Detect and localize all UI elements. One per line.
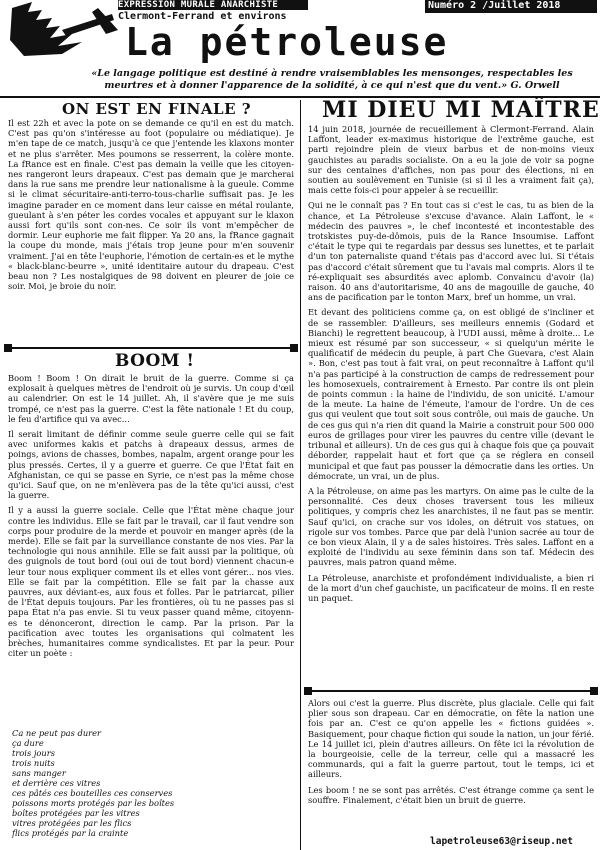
poem-line: flics protégés par la crainte	[12, 828, 129, 838]
poem-line: trois nuits	[12, 758, 55, 768]
article1-body	[8, 118, 294, 296]
article3-body	[308, 124, 594, 608]
poem-line: trois jours	[12, 748, 55, 758]
article4-paragraph: Les boom ! ne se sont pas arrêtés. C'est étrange comme ça sent le souffre. Finalement, c'était bien un bruit de guerre.	[308, 784, 594, 805]
article4-body	[308, 698, 594, 810]
poem-line: et derrière ces vitres	[12, 778, 101, 788]
newspaper-title: La pétroleuse	[125, 20, 449, 64]
article3-paragraph: La Pétroleuse, anarchiste et profondément individualiste, a bien ri de la mort d'un chef gauchiste, un pacificateur de moins. Il en reste un paquet.	[308, 572, 594, 603]
kicker: EXPRESSION MURALE ANARCHISTE	[118, 0, 279, 10]
article1-paragraph: Il est 22h et avec la pote on se demande ce qu'il en est du match. C'est pas qu'on s'intéresse au foot (populaire ou médiatique). Je m'en tape de ce match, jusqu'à ce que j'entende les klaxons monter et ne plus s'arrêter. Mes poumons se resserrent, la colère monte. La fRance est en finale. C'est pas demain la veille que les citoyen-nes rangeront leurs drapeaux. C'est pas demain que je marcherai dans la rue sans me prendre leur nationalisme à la gueule. Comme si le climat sécuritaire-anti-terro-tous-charlie suffisait pas. Je les imagine parader en ce moment dans leur caisse en métal roulante, gueulant à s'en péter les cordes vocales et appuyant sur le klaxon aussi fort qu'ils sont con-nes. Ce soir ils vont m'empêcher de dormir. Leur euphorie me fait flipper. Ya 20 ans, la fRance gagnait la coupe du monde, mais j'étais trop jeune pour m'en souvenir vraiment. J'ai en tête l'euphorie, l'émotion de certain-es et le mythe « black-blanc-beurre », unité identitaire autour du drapeau. C'est beau non ? Les nostalgiques de 98 doivent en pleurer de joie ce soir. Moi, je broie du noir.	[8, 118, 294, 292]
article2-paragraph: Boom ! Boom ! On dirait le bruit de la guerre. Comme si ça explosait à quelques mètres de l'endroit où je survis. Un coup d'œil au calendrier. On est le 14 juillet. Ah, il s'avère que je me suis trompé, ce n'est pas la guerre. C'est la fête nationale ! Et du coup, le feu d'artifice qui va avec...	[8, 373, 294, 424]
article2-body	[8, 373, 294, 663]
poem-line: poissons morts protégés par les boîtes	[12, 798, 175, 808]
article3-paragraph: A la Pétroleuse, on aime pas les martyrs. On aime pas le culte de la personnalité. Ces deux choses traversent tous les milieux politiques, y compris chez les anarchistes, il ne faut pas se mentir. Sauf qu'ici, on crache sur vos idoles, on détruit vos statues, on rigole sur vos tombes. Parce que par delà l'union sacrée au tour de ce bon vieux Alain, il y a de sales histoires. Très sales. Laffont en a exploité de l'individu au sexe féminin dans son taf. Médecin des pauvres, mais patron quand même.	[308, 485, 594, 568]
contact-email: lapetroleuse63@riseup.net	[430, 836, 573, 847]
poem	[12, 728, 174, 838]
region: Clermont-Ferrand et environs	[118, 11, 287, 22]
article3-paragraph: 14 juin 2018, journée de recueillement à Clermont-Ferrand. Alain Laffont, leader ex-maximus historique de l'extrême gauche, est parti rejoindre plein de vieux barbus et de non-moins vieux gauchistes au paradis socialiste. On a eu la joie de voir sa pogne sur des centaines d'affiches, non pas pour des élections, ni en soutien au soulèvement en Tunisie (si si il les a vraiment fait ça), mais cette fois-ci pour appeler à se recueillir.	[308, 124, 594, 196]
issue-number: Numéro 2 /Juillet 2018	[428, 0, 561, 11]
article1-title: ON EST EN FINALE ?	[62, 100, 252, 118]
section-divider	[308, 690, 594, 692]
article3-title: MI DIEU MI MAÎTRE	[322, 97, 600, 123]
petroleuse-witch-logo-icon	[2, 0, 120, 62]
article4-paragraph: Alors oui c'est la guerre. Plus discrète, plus glaciale. Celle qui fait plier sous son drapeau. Car en démocratie, on fête la nation une fois par an. C'est ce qu'on appelle les « fictions guidées ». Basiquement, pour chaque fiction qui soude la nation, un jour férié. Le 14 juillet ici, plein d'autres ailleurs. On fête ici la révolution de la bourgeoisie, celle de la terreur, celle qui a massacré les communards, qui a fait la guerre partout, tout le temps, ici et ailleurs.	[308, 698, 594, 780]
masthead	[0, 0, 600, 98]
poem-line: Ca ne peut pas durer	[12, 728, 102, 738]
poem-line: vitres protégées par les flics	[12, 818, 132, 828]
column-divider	[300, 100, 301, 850]
section-divider	[8, 347, 294, 349]
poem-line: ces pâtés ces bouteilles ces conserves	[12, 788, 173, 798]
article2-title: BOOM !	[115, 351, 195, 371]
orwell-quote: «Le langage politique est destiné à rendre vraisemblables les mensonges, respectables les meurtres et à donner l'apparence de la solidité, à ce qui n'est que du vent.» G. Orwell	[91, 68, 573, 91]
poem-line: boîtes protégées par les vitres	[12, 808, 140, 818]
poem-line: sans manger	[12, 768, 66, 778]
article2-paragraph: Il serait limitant de définir comme seule guerre celle qui se fait avec uniformes kakis et patchs à drapeaux dessus, armes de poings, avions de chasses, bombes, napalm, argent orange pour les plus pressés. Certes, il y a guerre et guerre. Ce que l'État fait en Afghanistan, ce qui se passe en Syrie, ce n'est pas la même chose qu'ici. Sauf que, on ne m'enlèvera pas de la tête qu'ici aussi, c'est la guerre.	[8, 429, 294, 501]
article3-paragraph: Qui ne le connaît pas ? En tout cas si c'est le cas, tu as bien de la chance, et La Pétroleuse s'excuse d'avance. Alain Laffont, le « médecin des pauvres », le chef incontesté et incontestable des trotskistes puy-de-dômois, puis de la Rance Insoumise. Laffont c'était le type qui te regardais par dessus ses lunettes, et te parlait d'un ton paternaliste quand t'étais pas d'accord avec lui. Si t'étais pas d'accord c'était sûrement que tu l'avais mal compris. Alors il te ré-expliquait ses absurdités avec aplomb. Convaincu d'avoir (la) raison. 40 ans d'autoritarisme, 40 ans de magouille de gauche, 40 ans de pacification par le tonton Marx, bref un homme, un vrai.	[308, 200, 594, 303]
poem-line: ça dure	[12, 738, 44, 748]
article3-paragraph: Et devant des politiciens comme ça, on est obligé de s'incliner et de se rassembler. D'ailleurs, ses meilleurs ennemis (Godard et Bianchi) le regrettent beaucoup, à l'UDI aussi, même à droite... Le mieux est résumé par son successeur, « si quelqu'un mérite le qualificatif de médecin du peuple, à part Che Guevara, c'est Alain ». Bon, c'est pas tout à fait vrai, on peut reconnaître à Laffont qu'il n'a pas participé à la construction de camps de redressement pour les homosexuels, contrairement à Ernesto. Par contre ils ont plein de points commun : la haine de l'individu, de son unicité. L'amour de la meute. La haine de l'émeute, l'amour de l'ordre. Un de ces gus qui veulent que tout soit sous contrôle, oui mais de gauche. Un de ces gus qui n'a rien dit quand la Mairie a construit pour 500 000 euros de grillages pour virer les pauvres du centre ville (devant le tribunal et ailleurs). Un de ces gus qui à chaque fois que ça pouvait déborder, rappelait haut et fort que ça se réglera en conseil municipal et que faut pas pousser la démocratie dans les orties. Un démocrate, un vrai, un de plus.	[308, 307, 594, 481]
article2-paragraph: Il y a aussi la guerre sociale. Celle que l'État mène chaque jour contre les individus. Elle se fait par le travail, car il faut vendre son corps pour produire de la merde et pouvoir en manger après (de la merde). Elle se fait par la surveillance constante de nos vies. Par la technologie qui nous annihile. Elle se fait aussi par la politique, où des guignols de tout bord (oui oui de tout bord) viennent chacun-e leur tour nous expliquer comment ils et elles vont gérer... nos vies. Elle se fait par la compétition. Elle se fait par la chasse aux pauvres, aux déviant-es, aux fous et folles. Par le patriarcat, pilier de l'État depuis toujours. Par les frontières, où tu ne passes pas si papa État n'a pas envie. Si tu veux passer quand même, citoyenn-es te dénonceront, direction le camp. Par la prison. Par la pacification avec toutes les organisations qui colmatent les brèches, humanitaires comme syndicalistes. Et par la peur. Pour citer un poète :	[8, 505, 294, 659]
